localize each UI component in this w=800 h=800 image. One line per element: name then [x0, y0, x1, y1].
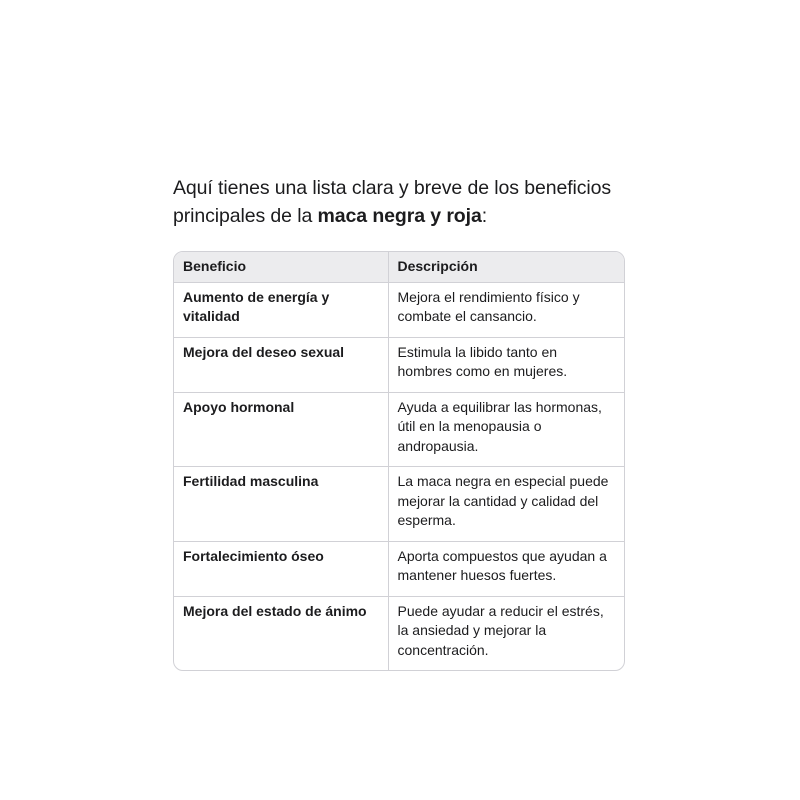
description-cell: La maca negra en especial puede mejorar la cantidad y calidad del esperma.	[388, 467, 624, 542]
description-cell: Aporta compuestos que ayudan a mantener huesos fuertes.	[388, 541, 624, 596]
table-row	[174, 282, 624, 337]
benefit-cell: Mejora del estado de ánimo	[183, 602, 367, 619]
intro-paragraph	[173, 174, 625, 230]
table-row	[174, 337, 624, 392]
header-description: Descripción	[388, 252, 624, 282]
benefits-table	[173, 251, 625, 671]
description-cell: Ayuda a equilibrar las hormonas, útil en la menopausia o andropausia.	[388, 392, 624, 467]
benefit-cell: Apoyo hormonal	[174, 392, 388, 467]
table-row	[174, 596, 624, 670]
benefits-table-grid	[174, 252, 624, 670]
description-cell: Puede ayudar a reducir el estrés, la ansiedad y mejorar la concentración.	[388, 596, 624, 670]
table-row	[174, 541, 624, 596]
benefit-cell: Aumento de energía y vitalidad	[174, 282, 388, 337]
description-cell: Mejora el rendimiento físico y combate el cansancio.	[388, 282, 624, 337]
intro-text-end: :	[481, 205, 488, 227]
table-row	[174, 467, 624, 542]
benefit-cell: Fortalecimiento óseo	[174, 541, 388, 596]
description-cell: Estimula la libido tanto en hombres como en mujeres.	[388, 337, 624, 392]
benefit-cell: Fertilidad masculina	[174, 467, 388, 542]
message-content	[173, 174, 625, 671]
intro-text: Aquí tienes una lista clara y breve de los beneficios principales de la	[173, 177, 612, 227]
table-row	[174, 392, 624, 467]
table-header-row	[174, 252, 624, 282]
header-benefit: Beneficio	[174, 252, 388, 282]
intro-bold-text: maca negra y roja	[317, 205, 482, 227]
benefit-cell: Mejora del deseo sexual	[174, 337, 388, 392]
